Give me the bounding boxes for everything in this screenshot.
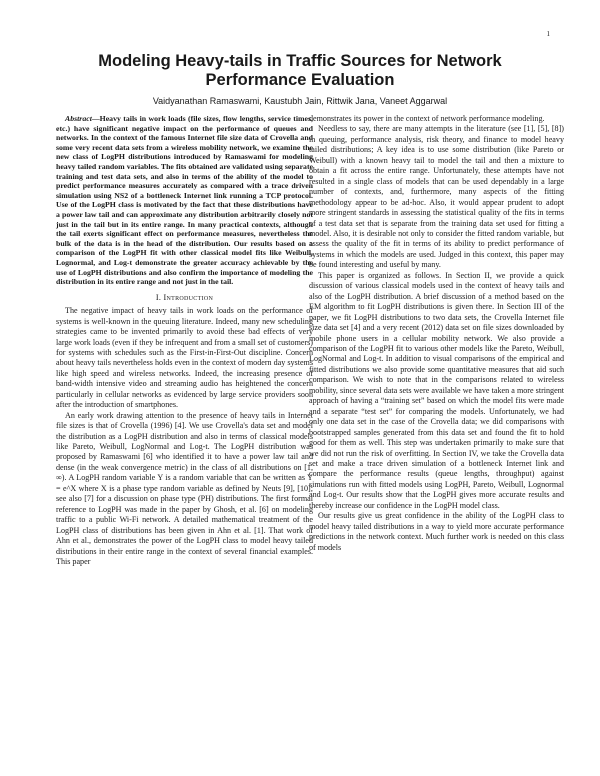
right-column xyxy=(309,114,564,553)
abstract-label: Abstract xyxy=(65,114,92,123)
author-list: Vaidyanathan Ramaswami, Kaustubh Jain, Rittwik Jana, Vaneet Aggarwal xyxy=(152,96,448,106)
paper-title: Modeling Heavy-tails in Traffic Sources for Network Performance Evaluation xyxy=(98,52,502,89)
page-number: 1 xyxy=(546,30,550,38)
left-column xyxy=(56,114,313,567)
right-paragraph-3: This paper is organized as follows. In Section II, we provide a quick discussion of various classical models used in the context of heavy tails and also of the LogPH distribution. A brief discussion of a method based on the EM algorithm to fit LogPH distributions is given there. In Section III of the paper, we fit LogPH distributions to two data sets, the Crovella Internet file size data set [4] and a very recent (2012) data set on file sizes downloaded by mobile phone users in a cellular mobility network. We also provide a comparison of the LogPH fit to various other models like the Pareto, Weibull, LogNormal and Log-t. In addition to visual comparisons of the empirical and fitted distributions we also provide some quantitative measures that aid such comparison. We wish to note that in the comparisons related to wireless mobility, since several data sets were available we have taken a more stringent approach of having a “training set” based on which the model fits were made and a separate “test set” for comparing the models. Unfortunately, we had only one data set in the case of the Crovella data; we did comparisons with bootstrapped samples generated from this data set and found the fit to hold good for them as well. This step was undertaken primarily to make sure that we did not run the risk of overfitting. In Section IV, we take the Crovella data set and make a trace driven simulation of a bottleneck Internet link and compare the performance results (queue lengths, throughput) against simulations run with fitted models using LogPH, Pareto, Weibull, Lognormal and Log-t. Our results show that the LogPH gives more accurate results and thereby increase our confidence in the LogPH model class. xyxy=(309,270,564,510)
intro-paragraph-2: An early work drawing attention to the presence of heavy tails in Internet file sizes is that of Crovella (1996) [4]. We use Crovella's data set and model the distribution as a LogPH distribution and also in terms of classical models like Pareto, Weibull, LogNormal and Log-t. The LogPH distribution was proposed by Ramaswami [6] who identified it to have a power law tail and dense (in the weak convergence metric) in the class of all distributions on [1, ∞). A LogPH random variable Y is a random variable that can be written as Y = e^X where X is a phase type random variable as defined by Neuts [9], [10]; see also [7] for a discussion on phase type (PH) distributions. The first formal reference to LogPH was made in the paper by Ghosh, et al. [6] on modeling traffic to a public Wi-Fi network. A detailed mathematical treatment of the LogPH class of distributions has been given in Ahn et al. [1]. That work of Ahn et al., demonstrates the power of the LogPH class to model heavy tailed distributions in their entire range in the context of several financial examples. This paper xyxy=(56,410,313,567)
right-paragraph-4: Our results give us great confidence in the ability of the LogPH class to model heavy tailed distributions in a way to yield more accurate performance predictions in the network context. Much further work is needed on this class of models xyxy=(309,511,564,552)
right-paragraph-2: Needless to say, there are many attempts in the literature (see [1], [5], [8]) in queuing, performance analysis, risk theory, and finance to model heavy tailed distributions; A key idea is to use some distribution (like Pareto or Weibull) with a known heavy tail to model the tail and then a mixture to obtain a fit across the entire range. Unfortunately, these attempts have not resulted in a single class of models that can be used dependably in a large number of contexts, and, furthermore, many aspects of the fitting methodology appear to be ad-hoc. Also, it would appear prudent to adopt more stringent standards in assessing the statistical quality of the fits in terms of a test data set that is separate from the training data set used for fitting a model. Also, it is desirable not only to consider the fitted random variable, but assess the quality of the fit in terms of its ability to predict performance of systems in which the models are used. Judged in this context, this paper may be found interesting and useful by many. xyxy=(309,124,564,270)
section-heading-introduction: I. Introduction xyxy=(155,292,214,302)
abstract xyxy=(56,114,313,287)
abstract-text: —Heavy tails in work loads (file sizes, flow lengths, service times, etc.) have significant negative impact on the performance of queues and networks. In the context of the famous Internet file size data of Crovella and some very recent data sets from a wireless mobility network, we examine the new class of LogPH distributions introduced by Ramaswami for modeling heavy tailed random variables. The fits obtained are validated using separate training and test data sets, and also in terms of the ability of the model to predict performance measures accurately as compared with a trace driven simulation using NS2 of a bottleneck Internet link running a TCP protocol. Use of the LogPH class is motivated by the fact that these distributions have a power law tail and can approximate any distribution arbitrarily closely not just in the tail but in its entire range. In many practical contexts, although the tail exerts significant effect on performance measures, nevertheless the bulk of the data is in the head of the distribution. Our results based on a comparison of the LogPH fit with other classical model fits like Weibull, Lognormal, and Log-t demonstrate the greater accuracy achievable by the use of LogPH distributions and also confirm the importance of modeling the distribution in its entire range and not just in the tail. xyxy=(56,114,313,287)
intro-paragraph-1: The negative impact of heavy tails in work loads on the performance of systems is well-known in the queuing literature. Indeed, many new scheduling strategies came to be invented primarily to avoid these bad effects of very large work loads (even if they be infrequent and from a small set of customers) for systems with schedules such as the First-in-First-Out discipline. Concern about heavy tails nevertheless holds even in the context of modern day systems like high speed and wireless networks. Indeed, the increasing presence of band-width intensive video and streaming audio has heightened the concern particularly in cellular networks as evidenced by large service providers soon after the introduction of smartphones. xyxy=(56,306,313,410)
right-paragraph-1: demonstrates its power in the context of network performance modeling. xyxy=(309,114,545,123)
